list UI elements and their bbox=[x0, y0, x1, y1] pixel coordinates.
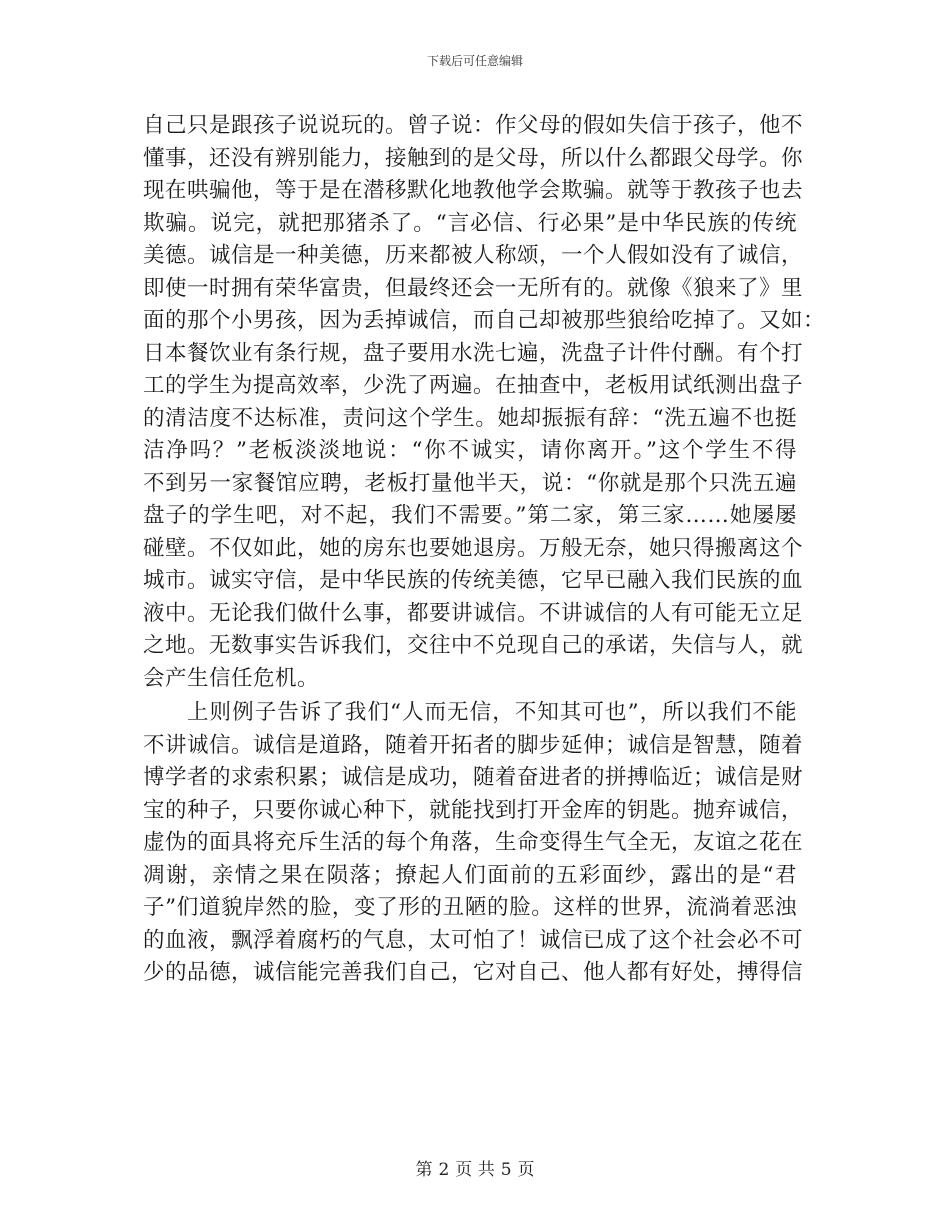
text-line: 自己只是跟孩子说说玩的。曾子说：作父母的假如失信于孩子，他不 bbox=[143, 113, 804, 138]
footer-middle: 页 共 bbox=[455, 1160, 495, 1180]
text-line: 虚伪的面具将充斥生活的每个角落，生命变得生气全无，友谊之花在 bbox=[143, 830, 804, 855]
text-line: 懂事，还没有辨别能力，接触到的是父母，所以什么都跟父母学。你 bbox=[143, 145, 804, 171]
paragraph-1 bbox=[143, 110, 826, 695]
text-line: 欺骗。说完，就把那猪杀了。“言必信、行必果”是中华民族的传统 bbox=[143, 210, 797, 236]
text-line: 碰壁。不仅如此，她的房东也要她退房。万般无奈，她只得搬离这个 bbox=[143, 535, 804, 561]
text-line: 会产生信任危机。 bbox=[143, 665, 320, 691]
text-line: 子”们道貌岸然的脸，变了形的丑陋的脸。这样的世界，流淌着恶浊 bbox=[143, 895, 797, 920]
text-line: 即使一时拥有荣华富贵，但最终还会一无所有的。就像《狼来了》里 bbox=[143, 275, 804, 301]
text-line: 不讲诚信。诚信是道路，随着开拓者的脚步延伸；诚信是智慧，随着 bbox=[143, 732, 804, 758]
paragraph-2 bbox=[143, 697, 804, 990]
text-line: 少的品德，诚信能完善我们自己，它对自己、他人都有好处，搏得信 bbox=[143, 960, 804, 985]
footer-suffix: 页 bbox=[517, 1160, 535, 1180]
current-page-number: 2 bbox=[438, 1160, 450, 1180]
text-line: 液中。无论我们做什么事，都要讲诚信。不讲诚信的人有可能无立足 bbox=[143, 600, 804, 626]
text-line: 日本餐饮业有条行规，盘子要用水洗七遍，洗盘子计件付酬。有个打 bbox=[143, 340, 804, 366]
text-line: 不到另一家餐馆应聘，老板打量他半天，说：“你就是那个只洗五遍 bbox=[143, 470, 797, 496]
page-footer bbox=[0, 1155, 950, 1180]
document-body bbox=[143, 110, 826, 990]
footer-prefix: 第 bbox=[415, 1160, 433, 1180]
page-header: 下载后可任意编辑 bbox=[426, 54, 523, 68]
text-line: 盘子的学生吧，对不起，我们不需要。”第二家，第三家……她屡屡 bbox=[143, 503, 797, 528]
text-line: 城市。诚实守信，是中华民族的传统美德，它早已融入我们民族的血 bbox=[143, 568, 804, 593]
text-line: 上则例子告诉了我们“人而无信，不知其可也”，所以我们不能 bbox=[187, 700, 797, 725]
text-line: 博学者的求索积累；诚信是成功，随着奋进者的拼搏临近；诚信是财 bbox=[143, 765, 804, 790]
text-line: 的血液，飘浮着腐朽的气息，太可怕了！诚信已成了这个社会必不可 bbox=[143, 927, 804, 953]
text-line: 宝的种子，只要你诚心种下，就能找到打开金库的钥匙。抛弃诚信， bbox=[143, 797, 804, 823]
text-line: 面的那个小男孩，因为丢掉诚信，而自己却被那些狼给吃掉了。又如： bbox=[143, 308, 826, 333]
text-line: 凋谢，亲情之果在陨落；撩起人们面前的五彩面纱，露出的是“君 bbox=[143, 862, 797, 888]
text-line: 美德。诚信是一种美德，历来都被人称颂，一个人假如没有了诚信， bbox=[143, 243, 804, 268]
text-line: 现在哄骗他，等于是在潜移默化地教他学会欺骗。就等于教孩子也去 bbox=[143, 178, 804, 203]
text-line: 的清洁度不达标准，责问这个学生。她却振振有辞：“洗五遍不也挺 bbox=[143, 405, 797, 431]
text-line: 工的学生为提高效率，少洗了两遍。在抽查中，老板用试纸测出盘子 bbox=[143, 373, 804, 398]
text-line: 之地。无数事实告诉我们，交往中不兑现自己的承诺，失信与人，就 bbox=[143, 633, 804, 658]
text-line: 洁净吗？”老板淡淡地说：“你不诚实，请你离开。”这个学生不得 bbox=[143, 438, 797, 463]
total-page-count: 5 bbox=[500, 1160, 512, 1180]
